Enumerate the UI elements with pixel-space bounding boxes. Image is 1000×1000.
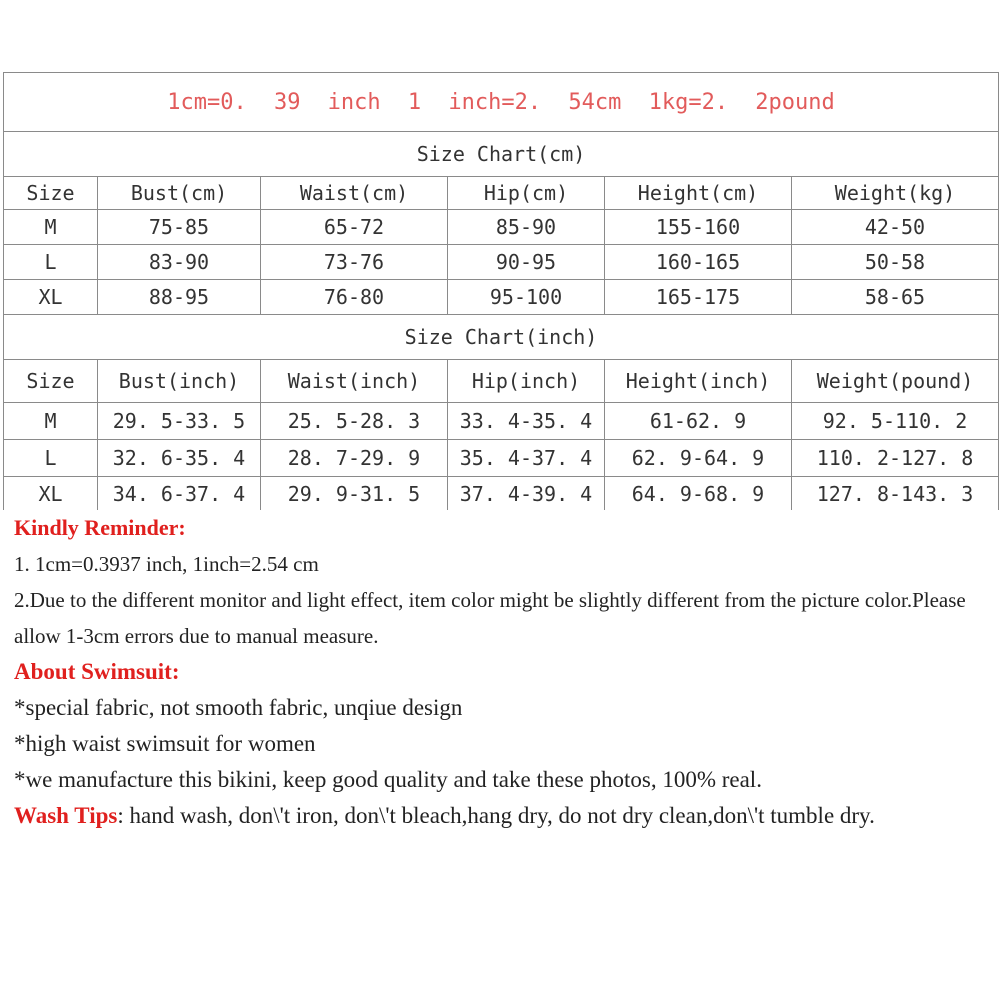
table-cell: 88-95 [98, 280, 261, 315]
inch-header-hip: Hip(inch) [448, 360, 605, 403]
table-cell: 73-76 [261, 245, 448, 280]
table-cell: 50-58 [792, 245, 999, 280]
table-row [4, 210, 999, 245]
about-item: *high waist swimsuit for women [14, 731, 316, 756]
about-item: *we manufacture this bikini, keep good quality and take these photos, 100% real. [14, 767, 762, 792]
table-cell: 29. 5-33. 5 [98, 403, 261, 440]
conversion-row [4, 73, 999, 132]
inch-header-bust: Bust(inch) [98, 360, 261, 403]
table-cell: 165-175 [605, 280, 792, 315]
table-cell: 76-80 [261, 280, 448, 315]
table-cell: 127. 8-143. 3 [792, 477, 999, 511]
table-cell: M [4, 403, 98, 440]
table-cell: M [4, 210, 98, 245]
wash-tips-label: Wash Tips [14, 803, 118, 828]
inch-header-size: Size [4, 360, 98, 403]
inch-header-height: Height(inch) [605, 360, 792, 403]
table-cell: XL [4, 477, 98, 511]
table-cell: 37. 4-39. 4 [448, 477, 605, 511]
table-cell: 25. 5-28. 3 [261, 403, 448, 440]
table-row [4, 280, 999, 315]
table-cell: 33. 4-35. 4 [448, 403, 605, 440]
table-cell: XL [4, 280, 98, 315]
table-cell: 42-50 [792, 210, 999, 245]
about-item: *special fabric, not smooth fabric, unqiue design [14, 695, 463, 720]
table-cell: 58-65 [792, 280, 999, 315]
table-row [4, 477, 999, 511]
size-chart-table [3, 72, 999, 510]
table-cell: 95-100 [448, 280, 605, 315]
cm-header-weight: Weight(kg) [792, 177, 999, 210]
table-row [4, 245, 999, 280]
inch-chart-title-row [4, 315, 999, 360]
table-cell: L [4, 245, 98, 280]
table-cell: 29. 9-31. 5 [261, 477, 448, 511]
reminder-item: 2.Due to the different monitor and light effect, item color might be slightly different from the picture color.Please allow 1-3cm errors due to manual measure. [14, 588, 966, 648]
notes-section [14, 510, 989, 834]
table-cell: 110. 2-127. 8 [792, 440, 999, 477]
table-cell: 85-90 [448, 210, 605, 245]
cm-header-waist: Waist(cm) [261, 177, 448, 210]
inch-header-weight: Weight(pound) [792, 360, 999, 403]
cm-header-size: Size [4, 177, 98, 210]
cm-chart-title: Size Chart(cm) [4, 132, 999, 177]
cm-chart-title-row [4, 132, 999, 177]
inch-header-row [4, 360, 999, 403]
table-cell: 83-90 [98, 245, 261, 280]
cm-header-bust: Bust(cm) [98, 177, 261, 210]
table-cell: 35. 4-37. 4 [448, 440, 605, 477]
table-cell: 75-85 [98, 210, 261, 245]
table-row [4, 440, 999, 477]
cm-header-row [4, 177, 999, 210]
table-cell: 34. 6-37. 4 [98, 477, 261, 511]
size-chart-table-wrap [3, 72, 998, 510]
table-cell: 92. 5-110. 2 [792, 403, 999, 440]
conversion-text: 1cm=0. 39 inch 1 inch=2. 54cm 1kg=2. 2pound [167, 89, 835, 115]
wash-tips [14, 798, 989, 834]
reminder-heading: Kindly Reminder: [14, 515, 186, 540]
table-row [4, 403, 999, 440]
inch-header-waist: Waist(inch) [261, 360, 448, 403]
cm-header-hip: Hip(cm) [448, 177, 605, 210]
table-cell: L [4, 440, 98, 477]
table-cell: 62. 9-64. 9 [605, 440, 792, 477]
reminder-item: 1. 1cm=0.3937 inch, 1inch=2.54 cm [14, 552, 319, 576]
inch-chart-title: Size Chart(inch) [4, 315, 999, 360]
table-cell: 65-72 [261, 210, 448, 245]
cm-header-height: Height(cm) [605, 177, 792, 210]
table-cell: 28. 7-29. 9 [261, 440, 448, 477]
table-cell: 61-62. 9 [605, 403, 792, 440]
table-cell: 32. 6-35. 4 [98, 440, 261, 477]
table-cell: 64. 9-68. 9 [605, 477, 792, 511]
about-heading: About Swimsuit: [14, 659, 180, 684]
wash-tips-text: : hand wash, don\'t iron, don\'t bleach,hang dry, do not dry clean,don\'t tumble dry. [117, 803, 875, 828]
table-cell: 155-160 [605, 210, 792, 245]
table-cell: 160-165 [605, 245, 792, 280]
table-cell: 90-95 [448, 245, 605, 280]
